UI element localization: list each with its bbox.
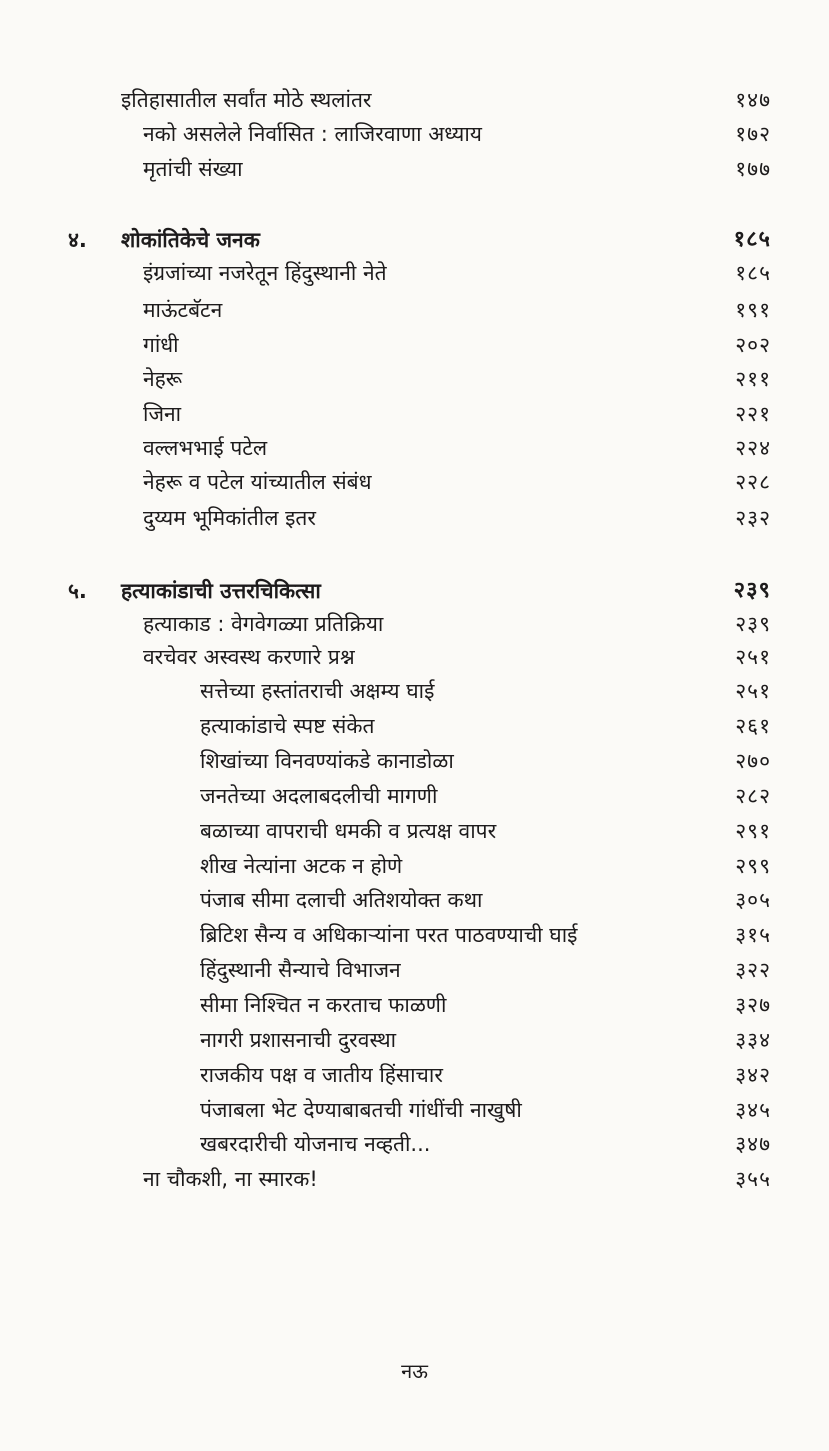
entry-page: २८२ <box>735 784 771 808</box>
entry-title: नेहरू व पटेल यांच्यातील संबंध <box>143 470 372 494</box>
entry-page: १७७ <box>735 157 771 181</box>
toc-sub-entry <box>0 674 829 708</box>
toc-sub-entry <box>0 1127 829 1161</box>
toc-sub-entry <box>0 883 829 917</box>
entry-page: २२१ <box>735 402 771 426</box>
entry-page: १८५ <box>735 261 771 285</box>
chapter-heading <box>0 223 829 257</box>
toc-sub-entry <box>0 849 829 883</box>
toc-entry <box>0 397 829 431</box>
entry-page: ३३४ <box>735 1028 771 1052</box>
entry-page: २९९ <box>735 854 771 878</box>
toc-sub-entry <box>0 709 829 743</box>
entry-title: जनतेच्या अदलाबदलीची मागणी <box>200 784 438 808</box>
page-number: नऊ <box>401 1359 428 1383</box>
entry-page: २५१ <box>735 645 771 669</box>
entry-title: सीमा निश्चित न करताच फाळणी <box>200 993 447 1017</box>
entry-title: इतिहासातील सर्वांत मोठे स्थलांतर <box>121 88 372 112</box>
toc-entry <box>0 83 829 117</box>
entry-title: जिना <box>143 402 182 426</box>
entry-page: ३५५ <box>735 1167 771 1191</box>
chapter-title: हत्याकांडाची उत्तरचिकित्सा <box>121 579 321 603</box>
entry-title: राजकीय पक्ष व जातीय हिंसाचार <box>200 1063 443 1087</box>
entry-title: हत्याकांडाचे स्पष्ट संकेत <box>200 714 375 738</box>
entry-title: शिखांच्या विनवण्यांकडे कानाडोळा <box>200 749 454 773</box>
chapter-number: ५. <box>68 579 87 603</box>
entry-page: २२४ <box>735 436 771 460</box>
entry-page: २६१ <box>735 714 771 738</box>
chapter-page: १८५ <box>733 227 771 252</box>
entry-title: हत्याकाड : वेगवेगळ्या प्रतिक्रिया <box>143 612 384 636</box>
toc-entry <box>0 328 829 362</box>
entry-title: दुय्यम भूमिकांतील इतर <box>143 506 316 530</box>
entry-page: २७० <box>735 749 771 773</box>
entry-title: हिंदुस्थानी सैन्याचे विभाजन <box>200 958 401 982</box>
entry-title: खबरदारीची योजनाच नव्हती... <box>200 1132 431 1156</box>
entry-title: गांधी <box>143 333 179 357</box>
entry-title: पंजाबला भेट देण्याबाबतची गांधींची नाखुषी <box>200 1098 522 1122</box>
entry-title: नेहरू <box>143 367 183 391</box>
entry-title: मृतांची संख्या <box>143 157 243 181</box>
toc-sub-entry <box>0 1023 829 1057</box>
toc-entry <box>0 607 829 641</box>
toc-entry <box>0 431 829 465</box>
entry-page: ३२२ <box>735 958 771 982</box>
toc-entry <box>0 465 829 499</box>
entry-page: २११ <box>735 367 771 391</box>
toc-sub-entry <box>0 814 829 848</box>
entry-page: ३४५ <box>735 1098 771 1122</box>
entry-title: ना चौकशी, ना स्मारक! <box>143 1167 318 1191</box>
toc-sub-entry <box>0 918 829 952</box>
entry-page: १७२ <box>735 122 771 146</box>
entry-title: पंजाब सीमा दलाची अतिशयोक्त कथा <box>200 888 483 912</box>
entry-page: १४७ <box>735 88 771 112</box>
toc-sub-entry <box>0 744 829 778</box>
entry-page: ३०५ <box>735 888 771 912</box>
toc-entry <box>0 256 829 290</box>
toc-entry <box>0 362 829 396</box>
entry-page: १९१ <box>735 298 771 322</box>
entry-title: ब्रिटिश सैन्य व अधिकाऱ्यांना परत पाठवण्याची घाई <box>200 923 578 947</box>
toc-entry <box>0 1162 829 1196</box>
toc-sub-entry <box>0 988 829 1022</box>
chapter-title: शोकांतिकेचे जनक <box>121 228 260 252</box>
entry-page: ३४७ <box>735 1132 771 1156</box>
chapter-page: २३९ <box>733 578 771 603</box>
toc-entry <box>0 293 829 327</box>
entry-title: सत्तेच्या हस्तांतराची अक्षम्य घाई <box>200 679 435 703</box>
entry-page: ३४२ <box>735 1063 771 1087</box>
entry-page: २३२ <box>735 506 771 530</box>
entry-title: नागरी प्रशासनाची दुरवस्था <box>200 1028 397 1052</box>
entry-page: ३२७ <box>735 993 771 1017</box>
entry-title: इंग्रजांच्या नजरेतून हिंदुस्थानी नेते <box>143 261 387 285</box>
toc-entry <box>0 640 829 674</box>
entry-page: २९१ <box>735 819 771 843</box>
entry-title: वल्लभभाई पटेल <box>143 436 268 460</box>
chapter-heading <box>0 574 829 608</box>
entry-page: २३९ <box>735 612 771 636</box>
entry-title: बळाच्या वापराची धमकी व प्रत्यक्ष वापर <box>200 819 497 843</box>
toc-sub-entry <box>0 953 829 987</box>
entry-title: नको असलेले निर्वासित : लाजिरवाणा अध्याय <box>143 122 482 146</box>
toc-sub-entry <box>0 779 829 813</box>
toc-entry <box>0 117 829 151</box>
entry-title: माऊंटबॅटन <box>143 298 223 322</box>
toc-entry <box>0 501 829 535</box>
toc-sub-entry <box>0 1058 829 1092</box>
chapter-number: ४. <box>68 228 87 252</box>
entry-title: शीख नेत्यांना अटक न होणे <box>200 854 403 878</box>
toc-sub-entry <box>0 1093 829 1127</box>
entry-page: २५१ <box>735 679 771 703</box>
entry-title: वरचेवर अस्वस्थ करणारे प्रश्न <box>143 645 355 669</box>
entry-page: २०२ <box>735 333 771 357</box>
entry-page: ३१५ <box>735 923 771 947</box>
toc-entry <box>0 152 829 186</box>
entry-page: २२८ <box>735 470 771 494</box>
